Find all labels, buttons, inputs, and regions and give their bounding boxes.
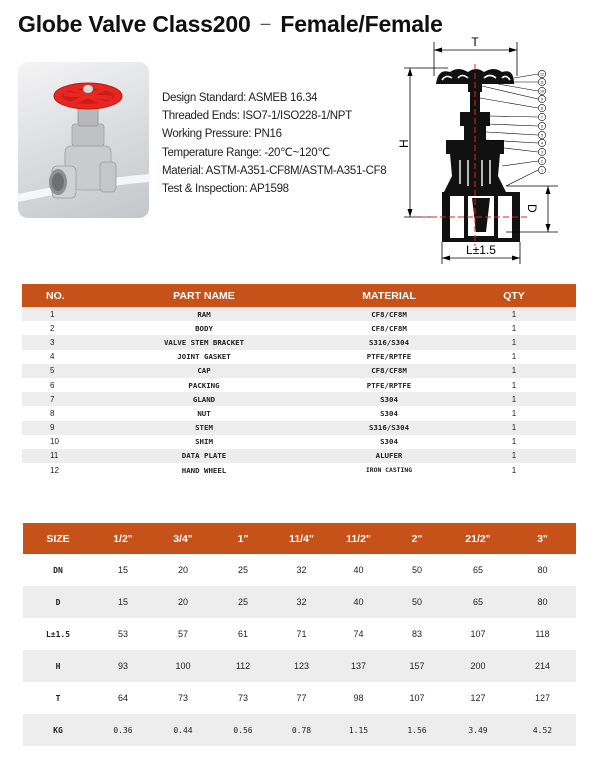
cell-value: 98 [353,693,364,703]
parts-table-body [22,307,576,477]
part-no: 12 [50,465,59,475]
part-no: 10 [50,437,59,447]
title-separator: – [260,13,271,33]
cell-value: 118 [535,629,550,639]
part-material: CF8/CF8M [371,366,407,376]
callout-7: 7 [541,115,543,120]
part-qty: 1 [511,465,517,475]
part-material: CF8/CF8M [371,323,407,333]
cell-value: 64 [117,693,128,703]
part-qty: 1 [511,366,517,376]
cell-value: 4.52 [532,725,553,735]
cell-value: 71 [296,629,307,639]
part-no: 2 [50,323,55,333]
cell-value: 107 [409,693,425,703]
part-no: 4 [50,352,55,362]
table-row [22,350,576,364]
row-label: H [55,661,61,671]
size-table-body [23,554,576,746]
cell-value: 65 [472,597,483,607]
valve-technical-drawing [398,36,598,270]
header-size-col: 1/2" [113,532,133,545]
callout-1: 1 [541,168,543,173]
table-row [22,392,576,406]
callout-9: 9 [541,97,543,102]
part-material: ALUFER [375,451,403,461]
table-row [22,364,576,378]
part-no: 5 [50,366,55,376]
cell-value: 0.44 [173,725,193,735]
part-name: BODY [195,323,213,333]
cell-value: 127 [534,693,551,703]
callout-8: 8 [541,106,543,111]
callout-6: 6 [541,124,543,129]
cell-value: 73 [237,693,248,703]
callout-3: 3 [541,150,543,155]
callout-5: 5 [541,133,543,138]
row-label: L±1.5 [45,629,71,639]
row-label: T [55,693,61,703]
callout-10: 10 [540,89,544,94]
cell-value: 57 [177,629,188,639]
header-size-col: 11/4" [289,532,314,545]
table-row [23,554,576,586]
part-qty: 1 [511,451,517,461]
table-row [22,435,576,449]
cell-value: 0.78 [291,725,312,735]
table-row [23,618,576,650]
part-qty: 1 [511,352,517,362]
cell-value: 123 [293,661,310,671]
part-no: 7 [50,394,55,404]
header-size: SIZE [46,532,70,545]
table-row [22,463,576,477]
part-material: PTFE/RPTFE [366,380,412,390]
table-row [23,650,576,682]
cell-value: 25 [237,565,248,575]
parts-table-header [22,284,576,307]
spec-working-pressure: Working Pressure: PN16 [162,128,282,141]
cell-value: 137 [350,661,367,671]
cell-value: 40 [353,565,364,575]
table-row [22,378,576,392]
spec-threaded-ends: Threaded Ends: ISO7-1/ISO228-1/NPT [162,110,352,123]
cell-value: 20 [177,597,188,607]
row-label: KG [53,725,63,735]
table-row [22,335,576,349]
part-qty: 1 [511,323,517,333]
cell-value: 107 [470,629,486,639]
part-qty: 1 [511,337,517,347]
parts-table [22,284,576,477]
part-qty: 1 [511,380,517,390]
cell-value: 61 [237,629,248,639]
part-material: S304 [380,437,398,447]
valve-photo-illustration [18,62,149,218]
part-name: STEM [195,423,213,433]
part-material: S304 [380,408,398,418]
part-name: GLAND [192,394,216,404]
part-name: VALVE STEM BRACKET [163,337,245,347]
row-label: D [55,597,61,607]
part-qty: 1 [511,437,517,447]
header-size-col: 11/2" [346,532,371,545]
part-qty: 1 [511,309,517,319]
part-material: S316/S304 [368,423,410,433]
part-name: HAND WHEEL [181,465,227,475]
cell-value: 65 [472,565,483,575]
header-material: MATERIAL [362,289,416,302]
spec-list [162,89,386,198]
header-part-name: PART NAME [173,289,235,302]
part-name: PACKING [188,380,220,390]
part-material: PTFE/RPTFE [366,352,412,362]
table-row [22,421,576,435]
cell-value: 0.56 [233,725,253,735]
part-no: 1 [50,309,55,319]
part-material: IRON CASTING [365,466,413,475]
part-name: RAM [197,309,211,319]
cell-value: 50 [411,597,422,607]
size-table-header [23,523,576,554]
cell-value: 32 [296,565,307,575]
cell-value: 100 [175,661,191,671]
table-row [22,406,576,420]
title-main: Globe Valve Class200 [18,11,251,37]
callout-12: 12 [540,72,544,77]
callout-4: 4 [541,141,543,146]
cell-value: 80 [537,565,548,575]
table-row [23,682,576,714]
cell-value: 3.49 [468,725,488,735]
part-material: CF8/CF8M [371,309,407,319]
cell-value: 1.56 [407,725,427,735]
part-no: 6 [50,380,55,390]
cell-value: 32 [296,597,307,607]
part-name: JOINT GASKET [177,352,231,362]
part-no: 8 [50,408,55,418]
cell-value: 157 [409,661,425,671]
cell-value: 74 [353,629,364,639]
spec-test-inspection: Test & Inspection: AP1598 [162,183,289,196]
page-title [18,11,443,38]
part-name: SHIM [195,437,213,447]
dim-label-l: L±1.5 [466,243,496,257]
callout-2: 2 [541,159,543,164]
header-no: NO. [46,289,65,302]
size-table [23,523,576,746]
part-name: CAP [197,366,211,376]
title-sub: Female/Female [280,11,443,37]
header-qty: QTY [503,289,525,302]
cell-value: 20 [177,565,188,575]
table-row [22,307,576,321]
cell-value: 127 [470,693,486,703]
part-qty: 1 [511,423,517,433]
cell-value: 40 [353,597,364,607]
cell-value: 80 [537,597,548,607]
cell-value: 73 [177,693,188,703]
cell-value: 77 [296,693,307,703]
cell-value: 1.15 [348,725,369,735]
dim-label-t: T [471,36,479,49]
part-no: 9 [50,423,55,433]
cell-value: 0.36 [113,725,133,735]
cell-value: 15 [117,565,128,575]
cell-value: 15 [117,597,128,607]
header-size-col: 21/2" [465,532,491,545]
part-name: DATA PLATE [181,451,227,461]
table-row [23,586,576,618]
header-size-col: 3" [537,532,548,545]
row-label: DN [53,565,63,575]
header-size-col: 1" [237,532,249,545]
part-material: S304 [380,394,398,404]
part-no: 3 [50,337,55,347]
part-name: NUT [197,408,211,418]
spec-material: Material: ASTM-A351-CF8M/ASTM-A351-CF8 [162,164,387,177]
product-photo [18,62,149,218]
part-qty: 1 [511,408,517,418]
cell-value: 112 [235,661,251,671]
dim-label-d: D [525,204,539,213]
spec-design-standard: Design Standard: ASMEB 16.34 [162,92,318,104]
part-material: S316/S304 [368,337,410,347]
dim-label-h: H [398,139,411,148]
table-row [22,449,576,463]
callout-11: 11 [540,80,544,85]
cell-value: 93 [117,661,128,671]
cell-value: 200 [470,661,486,671]
cell-value: 25 [237,597,248,607]
spec-temperature-range: Temperature Range: -20℃~120℃ [162,146,330,159]
cell-value: 214 [534,661,551,671]
header-size-col: 3/4" [173,532,193,545]
cell-value: 50 [411,565,422,575]
header-size-col: 2" [411,532,423,545]
table-row [22,321,576,335]
table-row [23,714,576,746]
part-no: 11 [50,451,59,461]
cell-value: 83 [411,629,422,639]
part-qty: 1 [511,394,517,404]
cell-value: 53 [117,629,128,639]
